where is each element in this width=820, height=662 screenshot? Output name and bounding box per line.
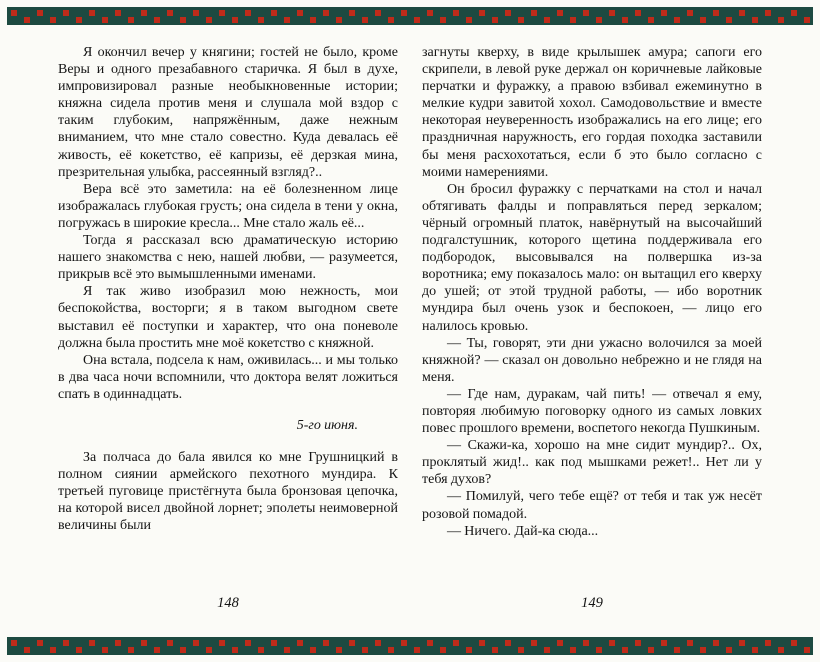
paragraph: За полчаса до бала явился ко мне Грушницкий в полном сиянии армейского пехотного мундира. К третьей пуговице пристёгнута была бронзовая цепочка, на которой висел двойной лорнет; эполеты неимоверной величины были — [58, 450, 398, 534]
page-number-right: 149 — [581, 595, 603, 611]
right-page-text — [422, 44, 762, 540]
paragraph: — Ты, говорят, эти дни ужасно волочился за моей княжной? — сказал он довольно небрежно и не глядя на меня. — [422, 335, 762, 385]
pages-container — [0, 44, 820, 612]
paragraph: — Где нам, дуракам, чай пить! — отвечал я ему, повторяя любимую поговорку одного из самых ловких повес прошлого времени, воспетого некогда Пушкиным. — [422, 386, 762, 437]
paragraph: Тогда я рассказал всю драматическую историю нашего знакомства с нею, нашей любви, — разумеется, прикрыв всё это вымышленными именами. — [58, 233, 398, 283]
paragraph: Она встала, подсела к нам, оживилась... и мы только в два часа ночи вспомнили, что доктора велят ложиться спать в одиннадцать. — [58, 352, 398, 402]
paragraph: — Помилуй, чего тебе ещё? от тебя и так уж несёт розовой помадой. — [422, 489, 762, 522]
paragraph: загнуты кверху, в виде крылышек амура; сапоги его скрипели, в левой руке держал он коричневые лайковые перчатки и фуражку, а правою взбивал ежеминутно в мелкие кудри завитой хохол. Самодовольствие и вместе некоторая неуверенность изображались на его лице; его праздничная наружность, его гордая походка заставили бы меня расхохотаться, если б это было согласно с моими намерениями. — [422, 45, 762, 180]
paragraph: Я так живо изобразил мою нежность, мои беспокойства, восторги; я в таком выгодном свете выставил её поступки и характер, что она поневоле должна была простить мне моё кокетство с княжной. — [58, 284, 398, 351]
page-number-left: 148 — [217, 595, 239, 611]
paragraph: — Ничего. Дай-ка сюда... — [447, 523, 599, 539]
right-page — [422, 44, 762, 612]
left-page — [58, 44, 398, 612]
paragraph: — Скажи-ка, хорошо на мне сидит мундир?.. Ох, проклятый жид!.. как под мышками режет!.. Нет ли у тебя духов? — [422, 438, 762, 488]
paragraph: Вера всё это заметила: на её болезненном лице изображалась глубокая грусть; она сидела в тени у окна, погружась в широкие кресла... Мне стало жаль её... — [58, 181, 398, 231]
paragraph: Он бросил фуражку с перчатками на стол и начал обтягивать фалды и поправляться перед зеркалом; чёрный огромный платок, навёрнутый на высочайший подгалстушник, которого щетина поддерживала его подбородок, высовывался на полвершка из-за воротника; ему показалось мало: он вытащил его кверху до ушей; от этой трудной работы, — ибо воротник мундира был очень узок и беспокоен, — лицо его налилось кровью. — [422, 181, 762, 334]
top-ornament-border — [7, 7, 813, 25]
left-page-text — [58, 44, 398, 535]
paragraph: Я окончил вечер у княгини; гостей не было, кроме Веры и одного презабавного старичка. Я был в духе, импровизировал разные необыкновенные истории; княжна сидела против меня и слушала мой вздор с таким глубоким, напряжённым, даже нежным вниманием, что мне стало совестно. Куда девалась её живость, её кокетство, её капризы, её дерзкая мина, презрительная улыбка, рассеянный взгляд?.. — [58, 45, 398, 180]
bottom-ornament-border — [7, 637, 813, 655]
date-line: 5-го июня. — [296, 417, 358, 433]
